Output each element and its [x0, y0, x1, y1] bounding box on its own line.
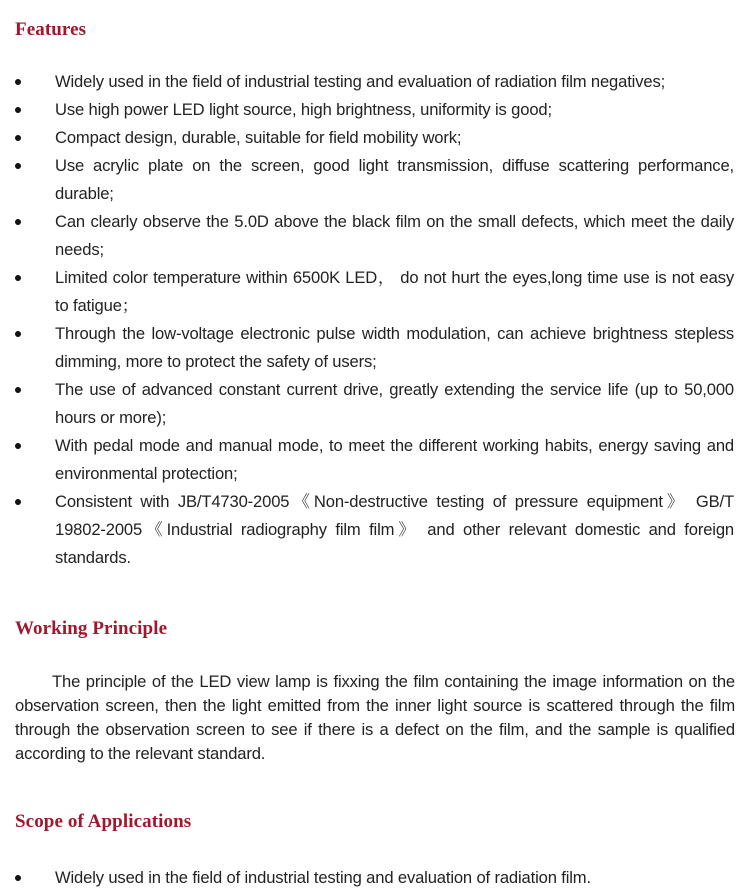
bullet-icon — [15, 275, 21, 281]
list-item-text: With pedal mode and manual mode, to meet the different working habits, energy saving and environmental protection; — [55, 436, 734, 483]
scope-heading: Scope of Applications — [15, 811, 192, 832]
features-heading: Features — [15, 19, 87, 40]
list-item — [0, 376, 750, 432]
list-item — [0, 320, 750, 376]
list-item-text: The use of advanced constant current drive, greatly extending the service life (up to 50,000 hours or more); — [55, 380, 734, 427]
bullet-icon — [15, 499, 21, 505]
bullet-icon — [15, 387, 21, 393]
bullet-icon — [15, 875, 21, 881]
working-principle-paragraph: The principle of the LED view lamp is fixxing the film containing the image information on the observation screen, then the light emitted from the inner light source is scattered through the film through the observation screen to see if there is a defect on the film, and the sample is qualified according to the relevant standard. — [15, 672, 735, 763]
bullet-icon — [15, 135, 21, 141]
features-list — [0, 68, 750, 572]
list-item — [0, 432, 750, 488]
bullet-icon — [15, 219, 21, 225]
list-item-text: Use acrylic plate on the screen, good light transmission, diffuse scattering performance, durable; — [55, 156, 734, 203]
list-item — [0, 864, 750, 892]
bullet-icon — [15, 443, 21, 449]
list-item-text: Use high power LED light source, high brightness, uniformity is good; — [55, 100, 552, 119]
list-item-text: Can clearly observe the 5.0D above the black film on the small defects, which meet the daily needs; — [55, 212, 734, 259]
list-item — [0, 264, 750, 320]
bullet-icon — [15, 107, 21, 113]
list-item — [0, 208, 750, 264]
list-item — [0, 96, 750, 124]
list-item-text: Limited color temperature within 6500K LED， do not hurt the eyes,long time use is not easy to fatigue； — [55, 268, 734, 315]
list-item-text: Consistent with JB/T4730-2005《Non-destructive testing of pressure equipment》 GB/T 19802-2005《Industrial radiography film film》 and other relevant domestic and foreign standards. — [55, 492, 734, 567]
bullet-icon — [15, 79, 21, 85]
bullet-icon — [15, 163, 21, 169]
list-item — [0, 152, 750, 208]
bullet-icon — [15, 331, 21, 337]
list-item — [0, 488, 750, 572]
list-item-text: Through the low-voltage electronic pulse width modulation, can achieve brightness stepless dimming, more to protect the safety of users; — [55, 324, 734, 371]
list-item-text: Widely used in the field of industrial testing and evaluation of radiation film. — [55, 868, 591, 887]
list-item-text: Widely used in the field of industrial testing and evaluation of radiation film negatives; — [55, 72, 666, 91]
list-item — [0, 68, 750, 96]
list-item — [0, 124, 750, 152]
list-item-text: Compact design, durable, suitable for field mobility work; — [55, 128, 462, 147]
scope-list — [0, 864, 750, 892]
working-principle-heading: Working Principle — [15, 618, 168, 639]
